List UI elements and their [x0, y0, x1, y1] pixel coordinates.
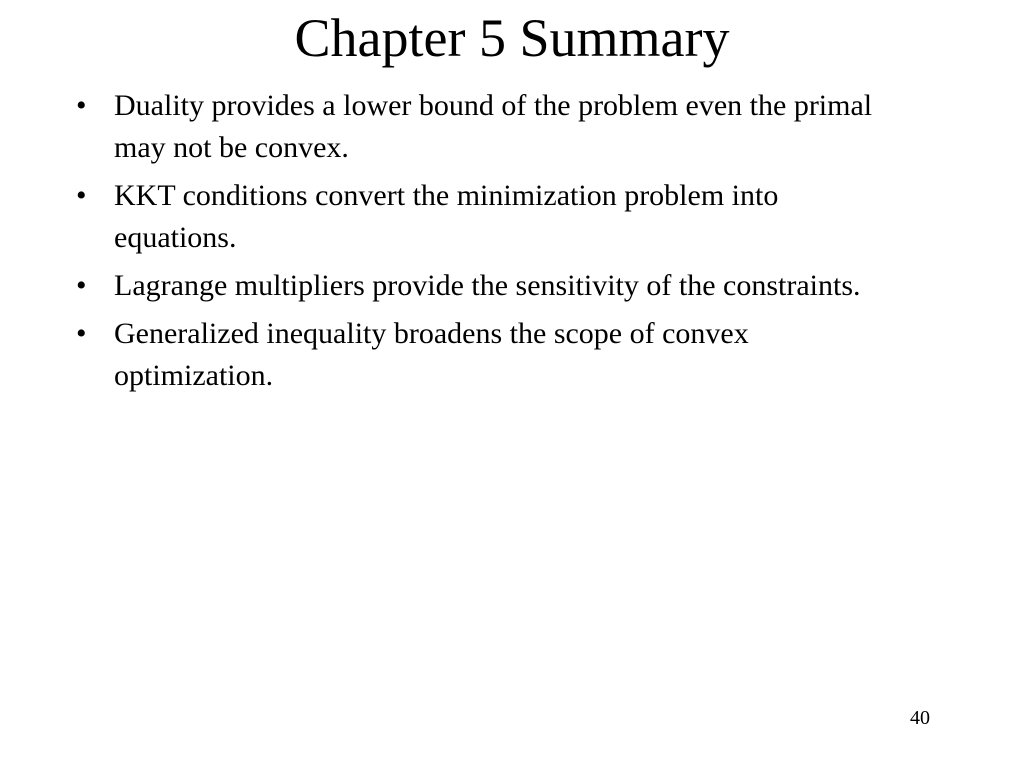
bullet-icon: • — [76, 317, 87, 350]
bullet-text: KKT conditions convert the minimization problem into equations. — [114, 179, 779, 254]
bullet-icon: • — [76, 89, 87, 122]
bullet-list — [74, 85, 894, 403]
bullet-icon: • — [76, 179, 87, 212]
bullet-item-kkt — [74, 175, 894, 259]
bullet-item-duality — [74, 85, 894, 169]
bullet-text: Duality provides a lower bound of the problem even the primal may not be convex. — [114, 89, 873, 164]
bullet-item-lagrange — [74, 265, 894, 307]
slide-title: Chapter 5 Summary — [294, 8, 730, 68]
bullet-text: Lagrange multipliers provide the sensitivity of the constraints. — [114, 269, 861, 302]
bullet-item-generalized-inequality — [74, 313, 894, 397]
page-number: 40 — [910, 707, 930, 729]
bullet-icon: • — [76, 269, 87, 302]
bullet-text: Generalized inequality broadens the scope of convex optimization. — [114, 317, 749, 392]
